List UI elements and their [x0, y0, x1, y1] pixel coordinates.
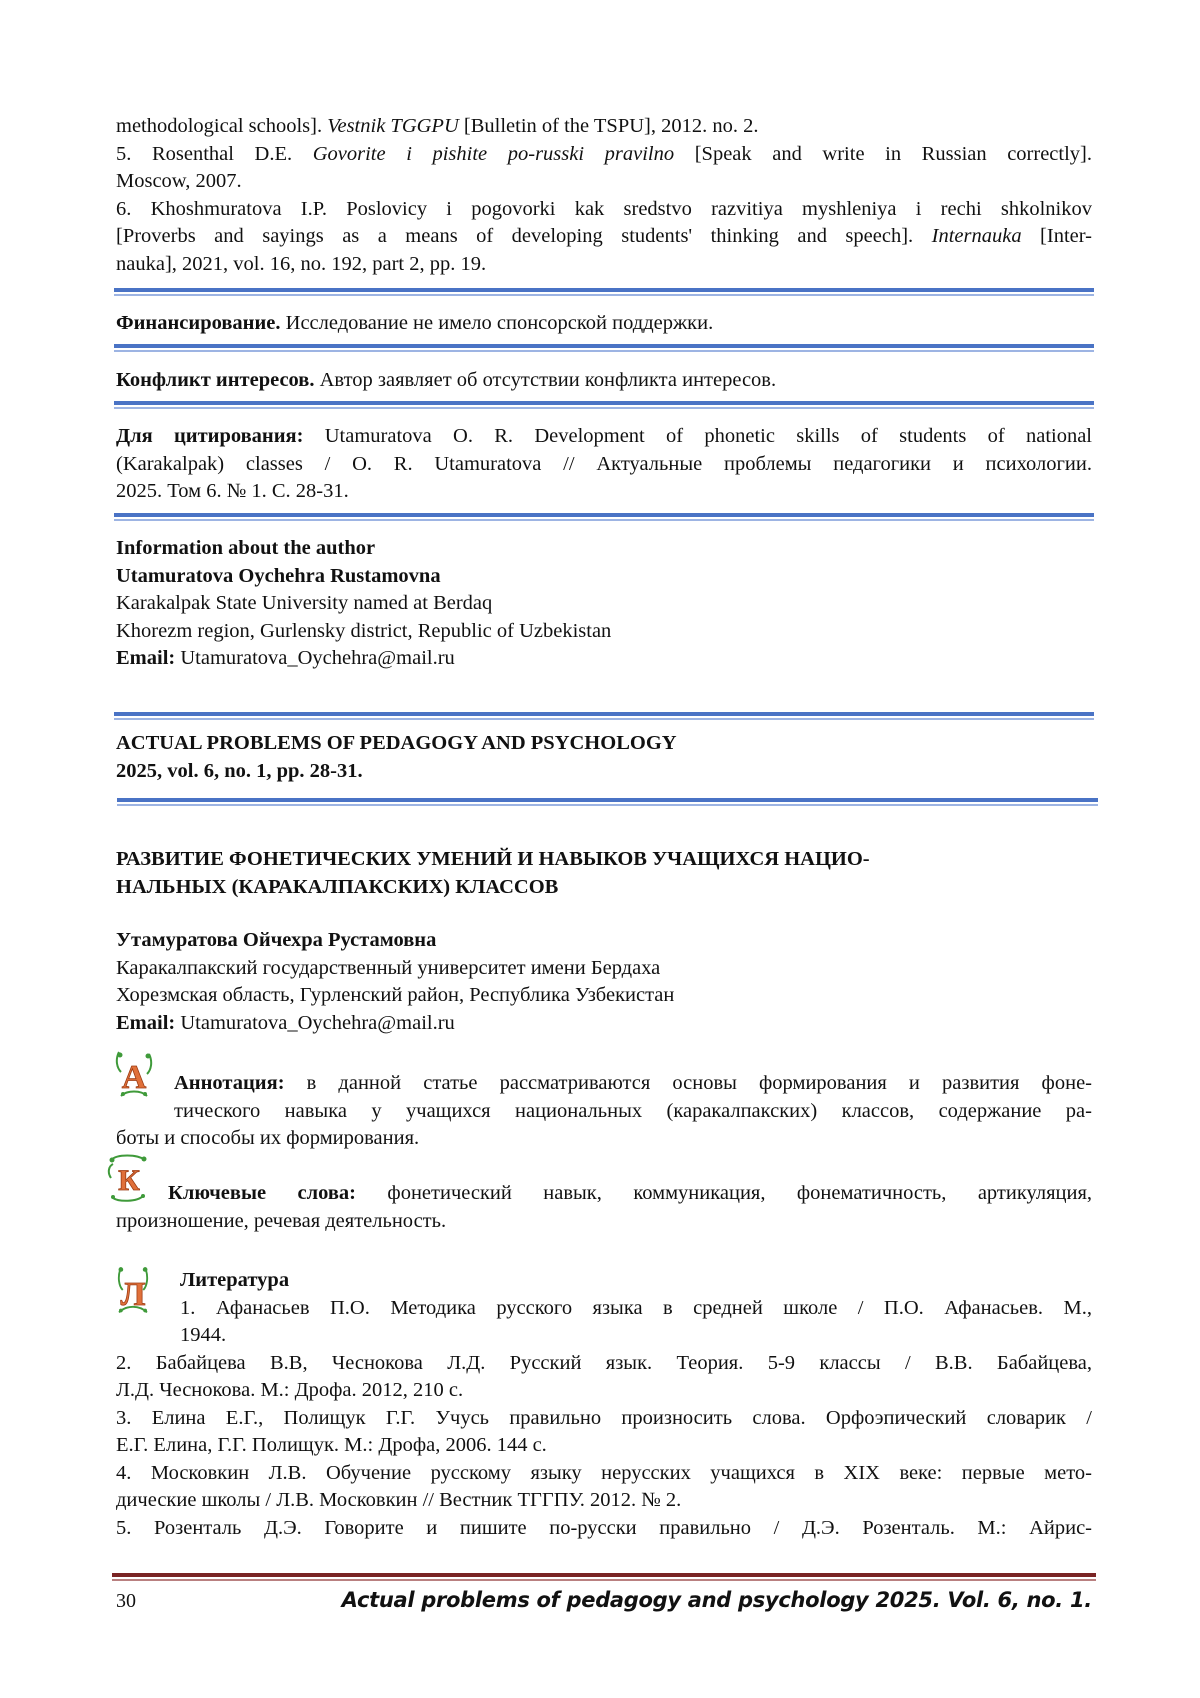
reference-item: 5. Розенталь Д.Э. Говорите и пишите по-русски правильно / Д.Э. Розенталь. М.: Айрис- — [116, 1516, 1092, 1539]
author-info-en — [116, 535, 1092, 673]
article-title: РАЗВИТИЕ ФОНЕТИЧЕСКИХ УМЕНИЙ И НАВЫКОВ УЧАЩИХСЯ НАЦИО- НАЛЬНЫХ (КАРАКАЛПАКСКИХ) КЛАССОВ — [116, 848, 870, 898]
citation-block: Для цитирования: Utamuratova O. R. Development of phonetic skills of students of national (Karakalpak) classes / O. R. Utamuratova // Актуальные проблемы педагогики и психологии. 2025. Том 6. № 1. С. 28-31. — [116, 425, 1092, 502]
section-divider — [114, 344, 1094, 352]
author-affiliation: Karakalpak State University named at Berdaq — [116, 592, 493, 614]
section-divider — [114, 513, 1094, 521]
ref-en-6-line1: 6. Khoshmuratova I.P. Poslovicy i pogovorki kak sredstvo razvitiya myshleniya i rechi shkolnikov — [116, 197, 1092, 220]
journal-issue: 2025, vol. 6, no. 1, pp. 28-31. — [116, 759, 363, 782]
section-divider — [114, 288, 1094, 296]
author-info-ru — [116, 927, 1092, 1037]
author-name: Utamuratova Oychehra Rustamovna — [116, 564, 441, 587]
conflict-statement — [116, 367, 1092, 395]
footer-divider — [112, 1573, 1096, 1581]
email-label: Email: — [116, 1011, 176, 1034]
reference-item: 4. Московкин Л.В. Обучение русскому языку нерусских учащихся в XIX веке: первые мето- — [116, 1461, 1092, 1484]
journal-title: ACTUAL PROBLEMS OF PEDAGOGY AND PSYCHOLOGY — [116, 732, 677, 754]
funding-text: Исследование не имело спонсорской поддержки. — [280, 312, 714, 334]
reference-item: 3. Елина Е.Г., Полищук Г.Г. Учусь правильно произносить слова. Орфоэпический словарик / — [116, 1406, 1092, 1429]
author-location: Khorezm region, Gurlensky district, Republic of Uzbekistan — [116, 619, 612, 642]
section-divider — [114, 712, 1094, 720]
svg-text:К: К — [118, 1164, 140, 1197]
article-email: Utamuratova_Oychehra@mail.ru — [175, 1011, 455, 1034]
journal-info — [116, 730, 1092, 785]
funding-label: Финансирование. — [116, 312, 281, 334]
svg-text:Л: Л — [120, 1275, 146, 1313]
keywords: Ключевые слова: фонетический навык, коммуникация, фонематичность, артикуляция, произношение, речевая деятельность. — [116, 1182, 1093, 1232]
literature-heading: Литература — [180, 1269, 290, 1291]
funding-statement — [116, 310, 1092, 338]
author-email: Utamuratova_Oychehra@mail.ru — [175, 647, 455, 669]
literature: Литература 1. Афанасьев П.О. Методика русского языка в средней школе / П.О. Афанасьев. М., 1944. 2. Бабайцева В.В, Чеснокова Л.Д. Русский язык. Теория. 5-9 классы / В.В. Бабайцева, Л.Д. Чеснокова. М.: Дрофа. 2012, 210 с. 3. Елина Е.Г., Полищук Г.Г. Учусь правильно произносить слова. Орфоэпический словарик / Е.Г. Елина, Г.Г. Полищук. М.: Дрофа, 2006. 144 с. 4. Московкин Л.В. Обучение русскому языку нерусских учащихся в XIX веке: первые мето- дические школы / Л.В. Московкин // Вестник ТГГПУ. 2012. № 2. 5. Розенталь Д.Э. Говорите и пишите по-русски правильно / Д.Э. Розенталь. М.: Айрис- — [116, 1267, 1092, 1542]
reference-item: 1. Афанасьев П.О. Методика русского языка в средней школе / П.О. Афанасьев. М., — [180, 1296, 1092, 1319]
references-en — [116, 113, 1092, 278]
ref-en-6-line2: [Proverbs and sayings as a means of developing students' thinking and speech]. Internauka [Inter- — [116, 225, 1092, 247]
ref-en-6-line3: nauka], 2021, vol. 16, no. 192, part 2, pp. 19. — [116, 252, 487, 275]
ref-en-4-tail: methodological schools]. Vestnik TGGPU [Bulletin of the TSPU], 2012. no. 2. — [116, 115, 759, 137]
article-affiliation: Каракалпакский государственный университет имени Бердаха — [116, 956, 661, 979]
ref-en-5-line2: Moscow, 2007. — [116, 170, 242, 192]
conflict-text: Автор заявляет об отсутствии конфликта интересов. — [314, 369, 777, 391]
keywords-label: Ключевые слова: — [168, 1182, 356, 1204]
abstract: Аннотация: в данной статье рассматриваются основы формирования и развития фоне- тического навыка у учащихся национальных (каракалпакских) классов, содержание ра- боты и способы их формирования. — [116, 1072, 1092, 1149]
email-label: Email: — [116, 647, 176, 669]
section-divider — [117, 798, 1098, 806]
reference-item: 2. Бабайцева В.В, Чеснокова Л.Д. Русский язык. Теория. 5-9 классы / В.В. Бабайцева, — [116, 1351, 1092, 1374]
citation-label: Для цитирования: — [116, 425, 304, 447]
section-divider — [114, 401, 1094, 409]
author-info-heading: Information about the author — [116, 537, 376, 559]
ref-en-5-line1: 5. Rosenthal D.E. Govorite i pishite po-russki pravilno [Speak and write in Russian correctly]. — [116, 142, 1092, 165]
conflict-label: Конфликт интересов. — [116, 369, 315, 391]
article-location: Хорезмская область, Гурленский район, Республика Узбекистан — [116, 984, 675, 1006]
article-author: Утамуратова Ойчехра Рустамовна — [116, 929, 437, 951]
svg-text:А: А — [121, 1059, 147, 1096]
footer-journal-title: Actual problems of pedagogy and psychology 2025. Vol. 6, no. 1. — [341, 1588, 1092, 1612]
abstract-label: Аннотация: — [174, 1072, 285, 1094]
page-number: 30 — [116, 1590, 136, 1612]
